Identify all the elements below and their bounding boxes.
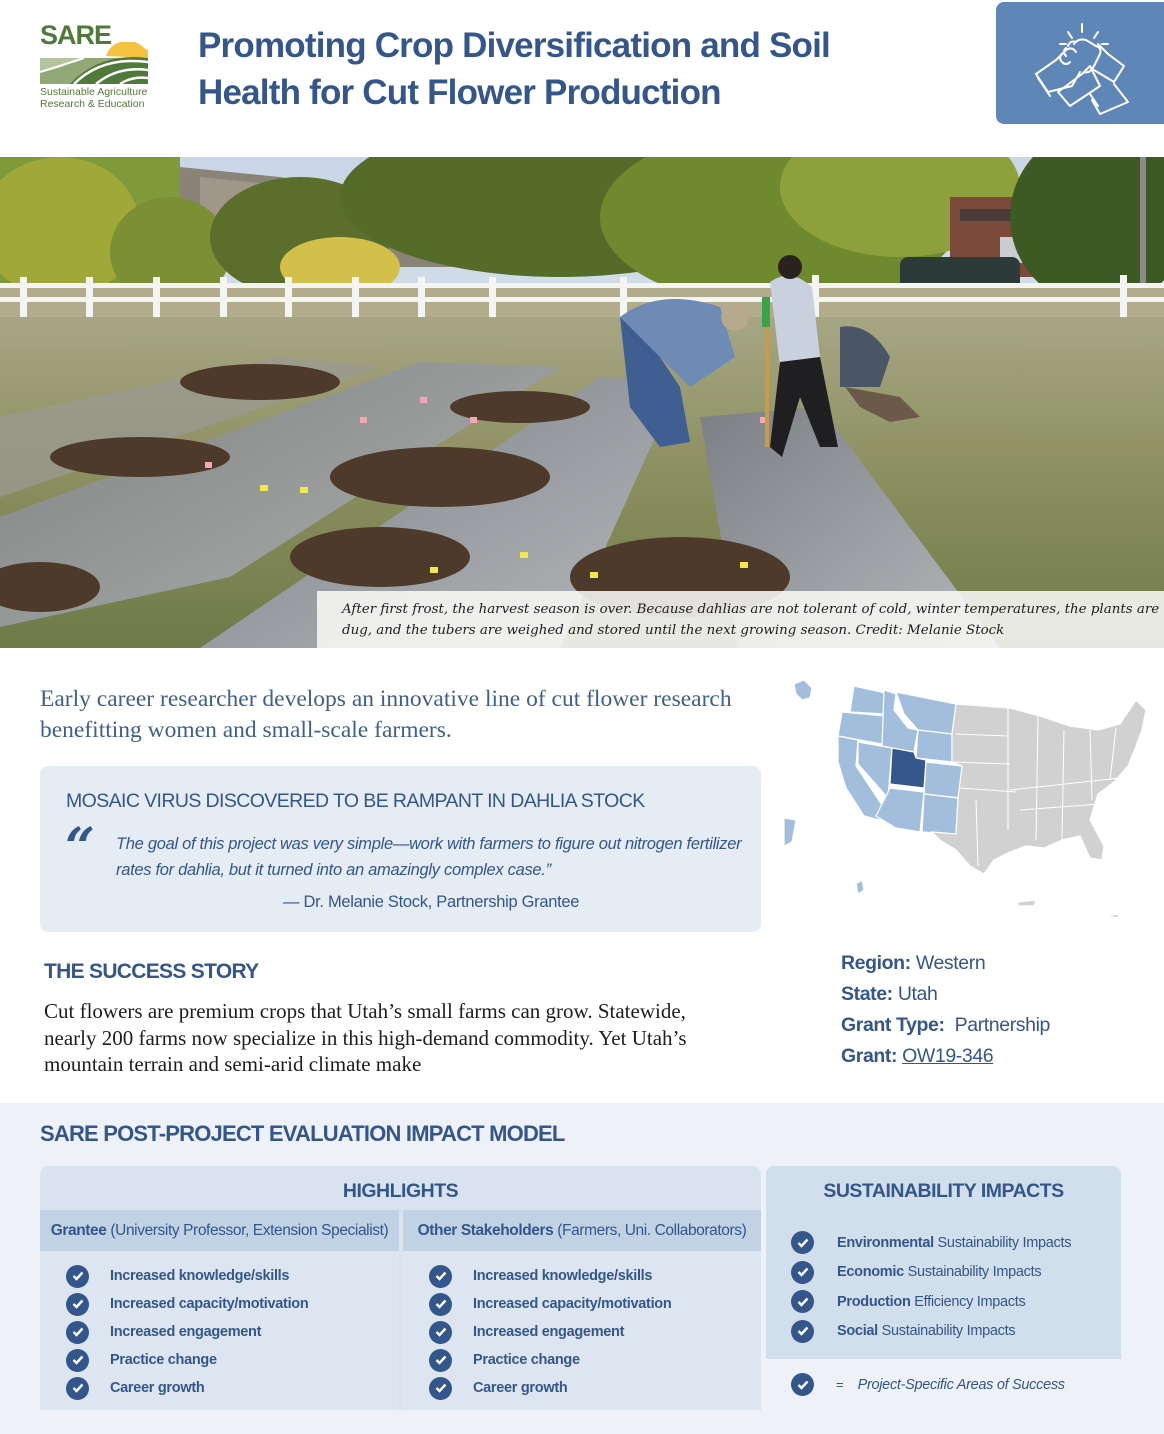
check-circle-icon — [791, 1261, 814, 1284]
success-story-heading: THE SUCCESS STORY — [44, 960, 259, 983]
quote-text: The goal of this project was very simple—work with farmers to figure out nitrogen fertilizer rates for dahlia, but it turned into an amazingly complex case.” — [116, 835, 742, 879]
list-item: Production Efficiency Impacts — [766, 1287, 1121, 1317]
grant-facts — [841, 948, 1050, 1072]
list-item: Increased capacity/motivation — [40, 1290, 399, 1318]
impact-model-heading: SARE POST-PROJECT EVALUATION IMPACT MODEL — [40, 1121, 565, 1146]
check-circle-icon — [791, 1320, 814, 1343]
map-state-arizona — [876, 788, 924, 832]
check-circle-icon — [66, 1349, 89, 1372]
grantee-list — [40, 1251, 399, 1410]
list-item: Increased engagement — [403, 1318, 761, 1346]
impact-model-section — [0, 1103, 1164, 1434]
us-region-map — [780, 670, 1164, 930]
list-item: Career growth — [403, 1374, 761, 1402]
map-state-alaska — [794, 680, 812, 700]
fact-grant: Grant: OW19-346 — [841, 1045, 994, 1067]
grant-link[interactable]: OW19-346 — [902, 1045, 994, 1067]
map-state-colorado — [924, 762, 962, 798]
map-state-aleutian — [784, 818, 796, 846]
check-circle-icon — [66, 1377, 89, 1400]
stakeholders-list — [403, 1251, 761, 1410]
list-item: Increased capacity/motivation — [403, 1290, 761, 1318]
list-item: Social Sustainability Impacts — [766, 1317, 1121, 1347]
check-circle-icon — [66, 1321, 89, 1344]
lede-text: Early career researcher develops an innovative line of cut flower research benefitting women and small-scale farmers. — [40, 686, 732, 743]
check-circle-icon — [66, 1265, 89, 1288]
sare-logo — [40, 20, 152, 112]
highlights-title: HIGHLIGHTS — [342, 1180, 459, 1202]
legend-equals: = — [836, 1377, 844, 1392]
fact-region: Region: Western — [841, 952, 986, 974]
stakeholders-column-header: Other Stakeholders (Farmers, Uni. Collaborators) — [403, 1210, 761, 1251]
grantee-column-header: Grantee (University Professor, Extension Specialist) — [40, 1210, 399, 1251]
sustainability-title: SUSTAINABILITY IMPACTS — [823, 1180, 1064, 1202]
sustainability-panel — [766, 1166, 1121, 1359]
map-state-wyoming — [916, 730, 952, 762]
partnership-badge — [996, 2, 1164, 124]
quote-mark-icon: “ — [65, 817, 95, 878]
quote-attribution: — Dr. Melanie Stock, Partnership Grantee — [283, 893, 580, 911]
map-state-new-mexico — [922, 794, 958, 834]
check-circle-icon — [791, 1290, 814, 1313]
field-work-photo — [0, 157, 1164, 648]
handshake-icon — [1032, 10, 1136, 118]
list-item: Career growth — [40, 1374, 399, 1402]
logo-wordmark: SARE — [40, 20, 112, 50]
list-item: Practice change — [40, 1346, 399, 1374]
check-circle-icon — [429, 1265, 452, 1288]
list-item: Economic Sustainability Impacts — [766, 1258, 1121, 1288]
fact-state: State: Utah — [841, 983, 938, 1005]
hero-photo — [0, 157, 1164, 648]
map-territory-vi — [1106, 914, 1118, 918]
list-item: Increased knowledge/skills — [40, 1262, 399, 1290]
stakeholders-column — [403, 1210, 761, 1410]
list-item: Practice change — [403, 1346, 761, 1374]
check-circle-icon — [66, 1293, 89, 1316]
list-item: Environmental Sustainability Impacts — [766, 1228, 1121, 1258]
logo-tagline: Sustainable Agriculture Research & Education — [40, 86, 148, 110]
check-circle-icon — [429, 1377, 452, 1400]
quote-box — [40, 766, 761, 932]
list-item: Increased engagement — [40, 1318, 399, 1346]
success-story-body: Cut flowers are premium crops that Utah’s small farms can grow. Statewide, nearly 200 farms now specialize in this high-demand commodity. Yet Utah’s mountain terrain and semi-arid climate make — [44, 999, 687, 1076]
check-circle-icon — [791, 1231, 814, 1254]
highlights-panel — [40, 1166, 761, 1410]
map-state-hawaii — [856, 880, 864, 894]
legend-text: Project-Specific Areas of Success — [857, 1376, 1065, 1393]
check-circle-icon — [791, 1373, 814, 1396]
grantee-column — [40, 1210, 399, 1410]
check-circle-icon — [429, 1349, 452, 1372]
fact-grant-type: Grant Type: Partnership — [841, 1014, 1050, 1036]
map-territory-puerto-rico — [1018, 900, 1036, 906]
check-circle-icon — [429, 1321, 452, 1344]
check-circle-icon — [429, 1293, 452, 1316]
sustainability-list — [766, 1228, 1121, 1346]
quote-heading: MOSAIC VIRUS DISCOVERED TO BE RAMPANT IN DAHLIA STOCK — [66, 790, 645, 812]
list-item: Increased knowledge/skills — [403, 1262, 761, 1290]
check-legend — [791, 1373, 1065, 1396]
page-title: Promoting Crop Diversification and Soil Health for Cut Flower Production — [198, 26, 830, 112]
photo-caption: After first frost, the harvest season is over. Because dahlias are not tolerant of cold, winter temperatures, the plants are dug, and the tubers are weighed and stored until the next growing season. Credit: Melanie Stock — [317, 591, 1164, 648]
